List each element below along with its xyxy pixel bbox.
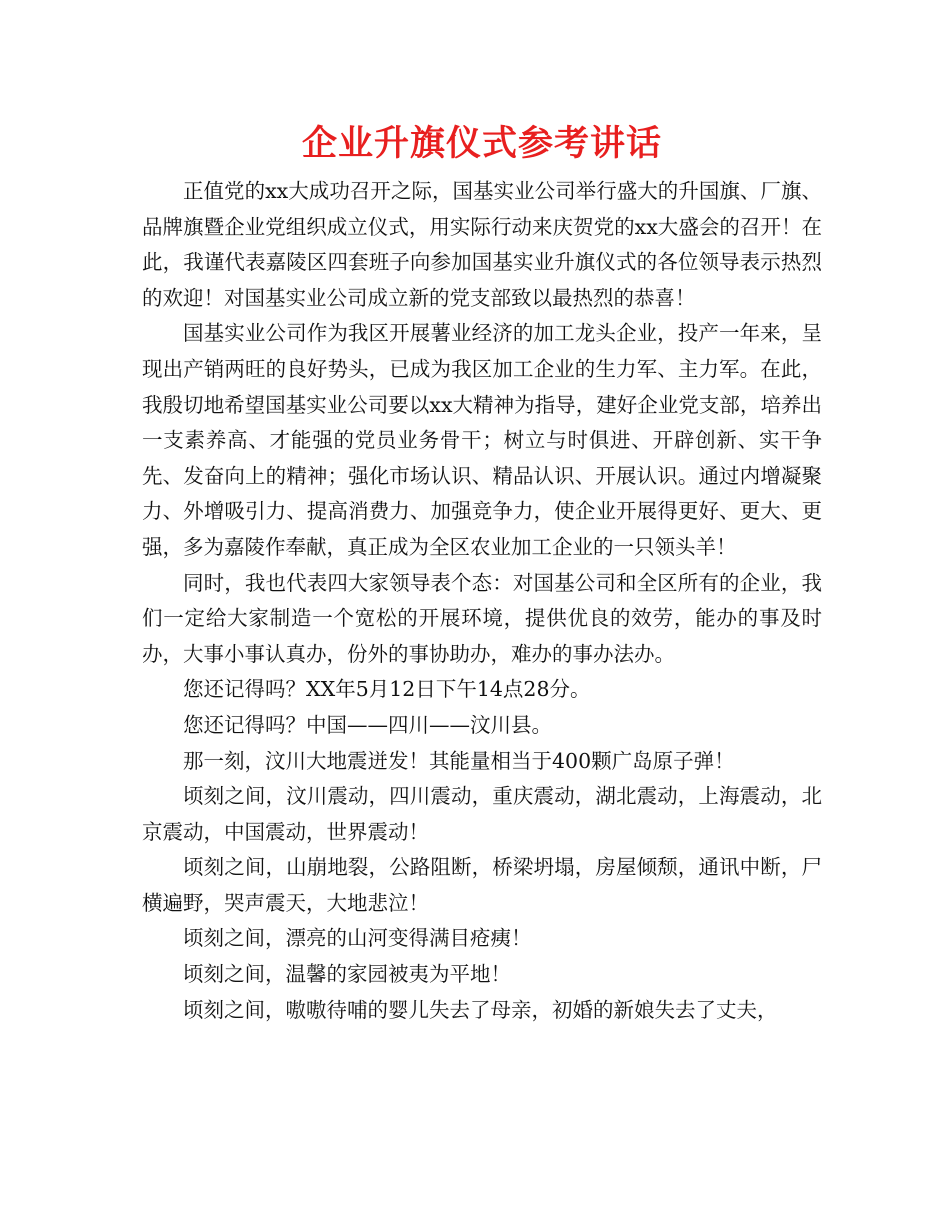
document-title: 企业升旗仪式参考讲话 [301,124,662,164]
paragraph-4: 您还记得吗？XX年5月12日下午14点28分。 [183,677,591,702]
paragraph-8: 顷刻之间，山崩地裂，公路阻断，桥梁坍塌，房屋倾颓，通讯中断，尸横遍野，哭声震天，大地悲泣！ [142,855,822,915]
paragraph-6: 那一刻，汶川大地震迸发！其能量相当于400颗广岛原子弹！ [183,748,735,773]
paragraph-11: 顷刻之间，嗷嗷待哺的婴儿失去了母亲，初婚的新娘失去了丈夫， [183,997,778,1022]
paragraph-2: 国基实业公司作为我区开展薯业经济的加工龙头企业，投产一年来，呈现出产销两旺的良好势头，已成为我区加工企业的生力军、主力军。在此，我殷切地希望国基实业公司要以xx大精神为指导，建好企业党支部，培养出一支素养高、才能强的党员业务骨干；树立与时俱进、开辟创新、实干争先、发奋向上的精神；强化市场认识、精品认识、开展认识。通过内增凝聚力、外增吸引力、提高消费力、加强竞争力，使企业开展得更好、更大、更强，多为嘉陵作奉献，真正成为全区农业加工企业的一只领头羊！ [142,321,822,559]
paragraph-9: 顷刻之间，漂亮的山河变得满目疮痍！ [183,926,532,951]
paragraph-1: 正值党的xx大成功召开之际，国基实业公司举行盛大的升国旗、厂旗、品牌旗暨企业党组织成立仪式，用实际行动来庆贺党的xx大盛会的召开！在此，我谨代表嘉陵区四套班子向参加国基实业升旗仪式的各位领导表示热烈的欢迎！对国基实业公司成立新的党支部致以最热烈的恭喜！ [142,179,822,310]
paragraph-5: 您还记得吗？中国——四川——汶川县。 [183,712,552,737]
document-body [142,174,822,1028]
paragraph-10: 顷刻之间，温馨的家园被夷为平地！ [183,962,511,987]
paragraph-7: 顷刻之间，汶川震动，四川震动，重庆震动，湖北震动，上海震动，北京震动，中国震动，世界震动！ [142,784,822,844]
paragraph-3: 同时，我也代表四大家领导表个态：对国基公司和全区所有的企业，我们一定给大家制造一个宽松的开展环境，提供优良的效劳，能办的事及时办，大事小事认真办，份外的事协助办，难办的事办法办。 [142,570,822,666]
